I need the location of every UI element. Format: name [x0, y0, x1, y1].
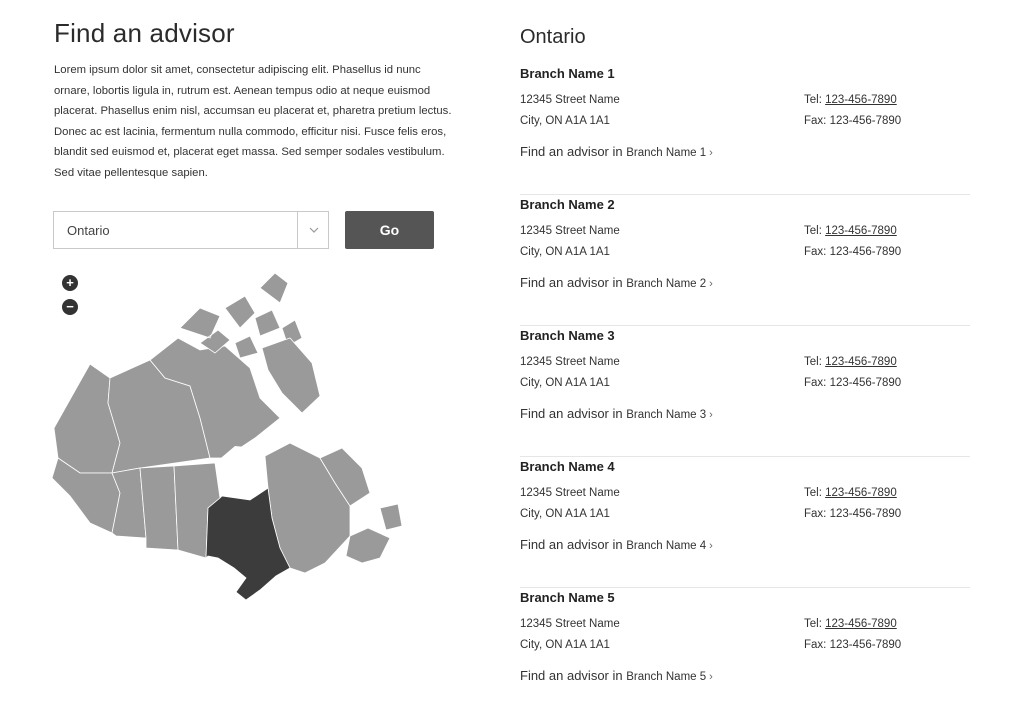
- plus-icon: +: [66, 275, 74, 290]
- branch-fax: [804, 246, 901, 258]
- page-title: Find an advisor: [54, 18, 235, 48]
- fax-number: 123-456-7890: [829, 377, 902, 389]
- tel-link[interactable]: 123-456-7890: [825, 487, 897, 499]
- province-select[interactable]: [53, 211, 329, 249]
- fax-number: 123-456-7890: [829, 115, 902, 127]
- branch-fax: [804, 508, 901, 520]
- fax-number: 123-456-7890: [829, 639, 902, 651]
- map-province-maritimes: [346, 528, 390, 563]
- minus-icon: −: [66, 299, 74, 314]
- branch-name: Branch Name 3: [520, 328, 615, 343]
- branch-fax: [804, 639, 901, 651]
- fax-label: Fax:: [804, 246, 827, 258]
- branch-name: Branch Name 5: [520, 590, 615, 605]
- fax-label: Fax:: [804, 508, 827, 520]
- branch-city: City, ON A1A 1A1: [520, 246, 610, 258]
- fax-number: 123-456-7890: [829, 246, 902, 258]
- find-branch-name: Branch Name 2: [626, 278, 707, 290]
- branch-card: [520, 457, 970, 588]
- select-divider: [297, 212, 298, 248]
- branch-street: 12345 Street Name: [520, 356, 620, 368]
- branch-card: [520, 588, 970, 719]
- find-branch-name: Branch Name 4: [626, 540, 707, 552]
- results-panel: [520, 26, 970, 683]
- branch-street: 12345 Street Name: [520, 94, 620, 106]
- find-prefix: Find an advisor in: [520, 668, 623, 683]
- go-button[interactable]: Go: [345, 211, 434, 249]
- branch-card: [520, 326, 970, 457]
- intro-section: [54, 18, 454, 183]
- find-advisor-link[interactable]: [520, 406, 713, 421]
- tel-label: Tel:: [804, 487, 822, 499]
- branch-name: Branch Name 2: [520, 197, 615, 212]
- find-advisor-link[interactable]: [520, 537, 713, 552]
- fax-label: Fax:: [804, 377, 827, 389]
- find-prefix: Find an advisor in: [520, 406, 623, 421]
- map-province-newfoundland: [380, 504, 402, 530]
- tel-link[interactable]: 123-456-7890: [825, 94, 897, 106]
- tel-label: Tel:: [804, 618, 822, 630]
- chevron-right-icon: ›: [709, 278, 713, 290]
- tel-link[interactable]: 123-456-7890: [825, 356, 897, 368]
- branch-street: 12345 Street Name: [520, 618, 620, 630]
- branch-tel: [804, 225, 897, 237]
- branch-card: [520, 64, 970, 195]
- map-province-saskatchewan: [140, 466, 178, 550]
- chevron-right-icon: ›: [709, 671, 713, 683]
- fax-label: Fax:: [804, 115, 827, 127]
- branch-tel: [804, 618, 897, 630]
- find-advisor-link[interactable]: [520, 668, 713, 683]
- tel-label: Tel:: [804, 94, 822, 106]
- branch-tel: [804, 487, 897, 499]
- find-branch-name: Branch Name 1: [626, 147, 707, 159]
- tel-link[interactable]: 123-456-7890: [825, 225, 897, 237]
- branch-city: City, ON A1A 1A1: [520, 377, 610, 389]
- map-baffin-island: [262, 338, 320, 413]
- tel-label: Tel:: [804, 356, 822, 368]
- find-prefix: Find an advisor in: [520, 275, 623, 290]
- branch-city: City, ON A1A 1A1: [520, 639, 610, 651]
- chevron-right-icon: ›: [709, 409, 713, 421]
- find-advisor-link[interactable]: [520, 144, 713, 159]
- intro-text: Lorem ipsum dolor sit amet, consectetur adipiscing elit. Phasellus id nunc ornare, lobortis ligula in, rutrum est. Aenean tempus odio at neque euismod placerat. Phasellus enim nisl, accumsan eu placerat et, pharetra pretium lectus. Donec ac est lacinia, fermentum nulla commodo, efficitur nisi. Fusce felis eros, blandit sed euismod et, placerat eget massa. Sed semper sodales vestibulum. Sed vitae pellentesque sapien.: [54, 64, 452, 179]
- branch-street: 12345 Street Name: [520, 225, 620, 237]
- fax-label: Fax:: [804, 639, 827, 651]
- region-title: Ontario: [520, 26, 586, 48]
- chevron-right-icon: ›: [709, 540, 713, 552]
- find-prefix: Find an advisor in: [520, 537, 623, 552]
- fax-number: 123-456-7890: [829, 508, 902, 520]
- branch-fax: [804, 377, 901, 389]
- branch-card: [520, 195, 970, 326]
- tel-link[interactable]: 123-456-7890: [825, 618, 897, 630]
- chevron-right-icon: ›: [709, 147, 713, 159]
- chevron-down-icon: [303, 222, 325, 238]
- find-advisor-link[interactable]: [520, 275, 713, 290]
- branch-name: Branch Name 4: [520, 459, 615, 474]
- branch-list: [520, 64, 970, 719]
- tel-label: Tel:: [804, 225, 822, 237]
- branch-name: Branch Name 1: [520, 66, 615, 81]
- branch-tel: [804, 94, 897, 106]
- branch-city: City, ON A1A 1A1: [520, 508, 610, 520]
- canada-map[interactable]: [50, 268, 410, 613]
- find-prefix: Find an advisor in: [520, 144, 623, 159]
- province-select-value: Ontario: [67, 223, 110, 238]
- branch-street: 12345 Street Name: [520, 487, 620, 499]
- find-branch-name: Branch Name 5: [626, 671, 707, 683]
- branch-fax: [804, 115, 901, 127]
- branch-tel: [804, 356, 897, 368]
- find-branch-name: Branch Name 3: [626, 409, 707, 421]
- branch-city: City, ON A1A 1A1: [520, 115, 610, 127]
